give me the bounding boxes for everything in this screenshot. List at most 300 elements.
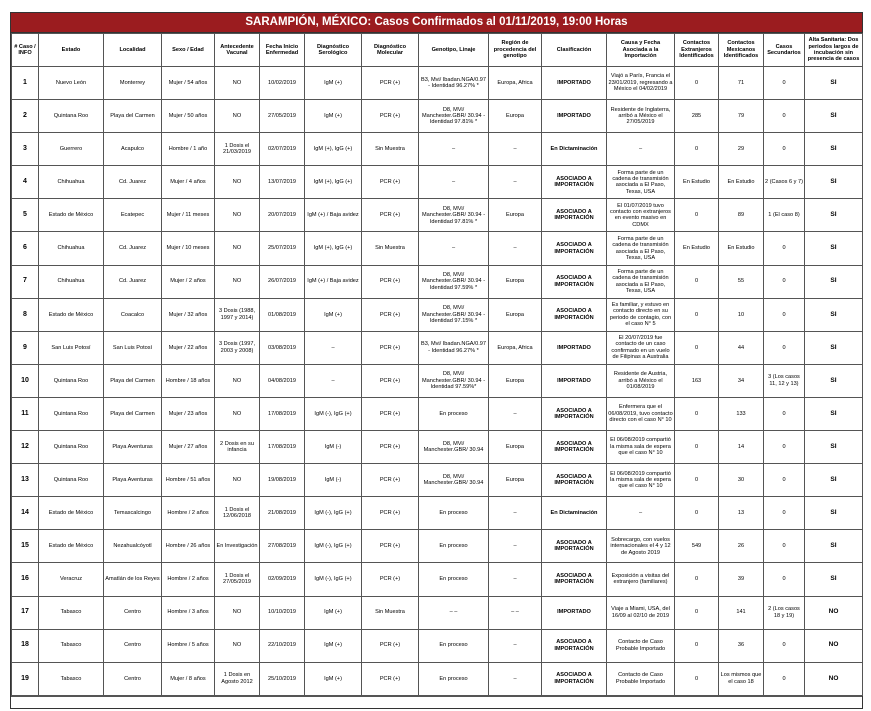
cell-genotype: – xyxy=(419,133,489,166)
cell-case-number: 1 xyxy=(12,67,39,100)
cell-genotype-region: Europa xyxy=(489,431,542,464)
cell-sanitary-release: NO xyxy=(805,629,863,662)
cell-molecular: PCR (+) xyxy=(362,199,419,232)
cell-genotype-region: Europa, Africa xyxy=(489,331,542,364)
cell-state: Quintana Roo xyxy=(39,431,104,464)
cell-classification: ASOCIADO A IMPORTACIÓN xyxy=(542,431,607,464)
cell-foreign-contacts: 0 xyxy=(675,199,719,232)
cell-locality: Playa del Carmen xyxy=(104,397,162,430)
cell-import-cause: Residente de Austria, arribó a México el 01/08/2019 xyxy=(607,364,675,397)
cell-import-cause: Contacto de Caso Probable Importado xyxy=(607,629,675,662)
cell-state: Estado de México xyxy=(39,530,104,563)
cell-onset-date: 27/05/2019 xyxy=(260,100,305,133)
table-row xyxy=(12,563,863,596)
cell-serology: IgM (+), IgG (+) xyxy=(305,133,362,166)
cell-sanitary-release: SI xyxy=(805,199,863,232)
cell-serology: IgM (+) xyxy=(305,100,362,133)
cell-molecular: PCR (+) xyxy=(362,331,419,364)
cell-state: Tabasco xyxy=(39,662,104,695)
cell-import-cause: El 06/08/2019 compartió la misma sala de espera que el caso N° 10 xyxy=(607,464,675,497)
cell-genotype-region: – xyxy=(489,662,542,695)
cell-sanitary-release: NO xyxy=(805,596,863,629)
cell-state: Estado de México xyxy=(39,298,104,331)
cell-secondary-cases: 0 xyxy=(764,232,805,265)
cell-sanitary-release: NO xyxy=(805,662,863,695)
table-row xyxy=(12,100,863,133)
cell-sex-age: Mujer / 2 años xyxy=(162,265,215,298)
cell-locality: Acapulco xyxy=(104,133,162,166)
cell-vaccination-history: 1 Dosis el 21/03/2019 xyxy=(215,133,260,166)
cell-foreign-contacts: 0 xyxy=(675,67,719,100)
cell-sanitary-release: SI xyxy=(805,530,863,563)
cell-locality: Playa Aventuras xyxy=(104,464,162,497)
cell-foreign-contacts: 0 xyxy=(675,133,719,166)
cell-vaccination-history: NO xyxy=(215,67,260,100)
cell-import-cause: Es familiar, y estuvo en contacto directo en su periodo de contagio, con el caso N° 5 xyxy=(607,298,675,331)
cell-vaccination-history: NO xyxy=(215,464,260,497)
cell-case-number: 4 xyxy=(12,166,39,199)
cell-vaccination-history: NO xyxy=(215,265,260,298)
cell-genotype: En proceso xyxy=(419,497,489,530)
cell-foreign-contacts: 0 xyxy=(675,563,719,596)
cell-sanitary-release: SI xyxy=(805,67,863,100)
cell-secondary-cases: 0 xyxy=(764,397,805,430)
cell-onset-date: 13/07/2019 xyxy=(260,166,305,199)
cell-state: Quintana Roo xyxy=(39,100,104,133)
cell-serology: IgM (+) / Baja avidez xyxy=(305,265,362,298)
cell-locality: Monterrey xyxy=(104,67,162,100)
cell-secondary-cases: 1 (El caso 8) xyxy=(764,199,805,232)
cell-sex-age: Mujer / 22 años xyxy=(162,331,215,364)
cell-genotype-region: – xyxy=(489,166,542,199)
table-row xyxy=(12,364,863,397)
cell-onset-date: 21/08/2019 xyxy=(260,497,305,530)
cell-serology: IgM (+) xyxy=(305,67,362,100)
cell-molecular: PCR (+) xyxy=(362,563,419,596)
cell-locality: Cd. Juarez xyxy=(104,166,162,199)
cell-vaccination-history: NO xyxy=(215,100,260,133)
cell-genotype: D8, MVi/ Manchester.GBR/ 30.94 - Identidad 97.81% * xyxy=(419,100,489,133)
cell-secondary-cases: 0 xyxy=(764,100,805,133)
cases-table xyxy=(11,33,863,696)
cell-vaccination-history: 1 Dosis el 27/05/2019 xyxy=(215,563,260,596)
cell-state: Estado de México xyxy=(39,497,104,530)
cell-locality: Coacalco xyxy=(104,298,162,331)
cell-foreign-contacts: 549 xyxy=(675,530,719,563)
cell-onset-date: 17/08/2019 xyxy=(260,397,305,430)
cell-onset-date: 02/07/2019 xyxy=(260,133,305,166)
cell-classification: IMPORTADO xyxy=(542,596,607,629)
cell-secondary-cases: 0 xyxy=(764,464,805,497)
cell-locality: Centro xyxy=(104,629,162,662)
cell-serology: IgM (+), IgG (+) xyxy=(305,232,362,265)
cell-locality: Playa Aventuras xyxy=(104,431,162,464)
cell-sanitary-release: SI xyxy=(805,232,863,265)
cell-locality: Ecatepec xyxy=(104,199,162,232)
cell-sanitary-release: SI xyxy=(805,563,863,596)
cell-onset-date: 17/08/2019 xyxy=(260,431,305,464)
cell-case-number: 12 xyxy=(12,431,39,464)
cell-sanitary-release: SI xyxy=(805,100,863,133)
cell-mexican-contacts: 141 xyxy=(719,596,764,629)
cell-mexican-contacts: 10 xyxy=(719,298,764,331)
cell-foreign-contacts: 0 xyxy=(675,431,719,464)
cell-genotype: En proceso xyxy=(419,629,489,662)
cell-case-number: 16 xyxy=(12,563,39,596)
cell-serology: IgM (+) xyxy=(305,629,362,662)
cell-state: Veracruz xyxy=(39,563,104,596)
cell-molecular: PCR (+) xyxy=(362,464,419,497)
cell-mexican-contacts: 71 xyxy=(719,67,764,100)
cell-foreign-contacts: 0 xyxy=(675,298,719,331)
cell-sex-age: Hombre / 2 años xyxy=(162,497,215,530)
table-header xyxy=(12,34,863,67)
cell-molecular: PCR (+) xyxy=(362,166,419,199)
cell-genotype-region: Europa xyxy=(489,199,542,232)
cell-classification: ASOCIADO A IMPORTACIÓN xyxy=(542,397,607,430)
cell-state: Tabasco xyxy=(39,596,104,629)
cell-molecular: PCR (+) xyxy=(362,662,419,695)
header-sanitary-release: Alta Sanitaria: Dos periodos largos de incubación sin presencia de casos xyxy=(805,34,863,67)
cell-foreign-contacts: 0 xyxy=(675,596,719,629)
cell-sex-age: Hombre / 26 años xyxy=(162,530,215,563)
cell-sanitary-release: SI xyxy=(805,166,863,199)
cell-molecular: Sin Muestra xyxy=(362,596,419,629)
cell-case-number: 18 xyxy=(12,629,39,662)
cell-foreign-contacts: 0 xyxy=(675,497,719,530)
cell-sanitary-release: SI xyxy=(805,431,863,464)
cell-classification: ASOCIADO A IMPORTACIÓN xyxy=(542,166,607,199)
cell-classification: IMPORTADO xyxy=(542,364,607,397)
cell-case-number: 5 xyxy=(12,199,39,232)
cell-secondary-cases: 0 xyxy=(764,431,805,464)
cell-sex-age: Mujer / 54 años xyxy=(162,67,215,100)
cell-classification: ASOCIADO A IMPORTACIÓN xyxy=(542,265,607,298)
cell-state: Quintana Roo xyxy=(39,397,104,430)
cell-vaccination-history: 1 Dosis en Agosto 2012 xyxy=(215,662,260,695)
cell-sanitary-release: SI xyxy=(805,298,863,331)
cell-molecular: PCR (+) xyxy=(362,67,419,100)
cell-case-number: 9 xyxy=(12,331,39,364)
cell-genotype: D8, MVi/ Manchester.GBR/ 30.94 - Identidad 97.59% * xyxy=(419,265,489,298)
cell-import-cause: Sobrecargo, con vuelos internacionales el 4 y 12 de Agosto 2019 xyxy=(607,530,675,563)
header-mexican-contacts: Contactos Mexicanos Identificados xyxy=(719,34,764,67)
table-row xyxy=(12,133,863,166)
cell-locality: Nezahualcóyotl xyxy=(104,530,162,563)
cell-genotype-region: – xyxy=(489,397,542,430)
cell-secondary-cases: 0 xyxy=(764,133,805,166)
cell-mexican-contacts: En Estudio xyxy=(719,166,764,199)
cell-mexican-contacts: Los mismos que el caso 18 xyxy=(719,662,764,695)
cell-locality: Centro xyxy=(104,596,162,629)
cell-genotype: En proceso xyxy=(419,530,489,563)
cell-secondary-cases: 2 (Los casos 18 y 19) xyxy=(764,596,805,629)
cell-import-cause: El 20/07/2019 fue contacto de un caso confirmado en un vuelo de Filipinas a Australia xyxy=(607,331,675,364)
cell-sanitary-release: SI xyxy=(805,464,863,497)
cell-vaccination-history: 3 Dosis (1997, 2003 y 2008) xyxy=(215,331,260,364)
cell-genotype-region: Europa xyxy=(489,364,542,397)
cell-mexican-contacts: 14 xyxy=(719,431,764,464)
cell-genotype-region: – xyxy=(489,629,542,662)
cell-locality: Playa del Carmen xyxy=(104,100,162,133)
cell-mexican-contacts: 29 xyxy=(719,133,764,166)
cell-sex-age: Mujer / 23 años xyxy=(162,397,215,430)
cell-mexican-contacts: 13 xyxy=(719,497,764,530)
table-body xyxy=(12,67,863,696)
cell-genotype: B3, Mvi/ Ibadan.NGA/0.97 - Identidad 96.27% * xyxy=(419,331,489,364)
cell-import-cause: Forma parte de un cadena de transmisión asociada a El Paso, Texas, USA xyxy=(607,232,675,265)
cell-secondary-cases: 2 (Casos 6 y 7) xyxy=(764,166,805,199)
cell-mexican-contacts: 26 xyxy=(719,530,764,563)
cell-secondary-cases: 0 xyxy=(764,265,805,298)
cell-secondary-cases: 0 xyxy=(764,629,805,662)
cell-sanitary-release: SI xyxy=(805,331,863,364)
cell-sanitary-release: SI xyxy=(805,497,863,530)
cell-locality: Amatlán de los Reyes xyxy=(104,563,162,596)
cell-genotype: – xyxy=(419,166,489,199)
table-row xyxy=(12,397,863,430)
cell-secondary-cases: 0 xyxy=(764,331,805,364)
cell-vaccination-history: NO xyxy=(215,596,260,629)
cell-sex-age: Hombre / 18 años xyxy=(162,364,215,397)
cell-vaccination-history: NO xyxy=(215,397,260,430)
cell-case-number: 11 xyxy=(12,397,39,430)
cell-serology: IgM (+) xyxy=(305,596,362,629)
cell-classification: En Dictaminación xyxy=(542,133,607,166)
cell-molecular: PCR (+) xyxy=(362,265,419,298)
cell-case-number: 14 xyxy=(12,497,39,530)
cell-molecular: PCR (+) xyxy=(362,629,419,662)
cell-genotype-region: – xyxy=(489,497,542,530)
cell-secondary-cases: 0 xyxy=(764,298,805,331)
cell-vaccination-history: NO xyxy=(215,199,260,232)
table-footer-row xyxy=(11,696,862,708)
header-genotype-region: Región de procedencia del genotipo xyxy=(489,34,542,67)
cell-import-cause: Enfermera que el 06/08/2019, tuvo contacto directo con el caso N° 10 xyxy=(607,397,675,430)
cell-sex-age: Hombre / 1 año xyxy=(162,133,215,166)
cell-genotype: – – xyxy=(419,596,489,629)
cell-sex-age: Hombre / 51 años xyxy=(162,464,215,497)
header-sex-age: Sexo / Edad xyxy=(162,34,215,67)
cell-foreign-contacts: 0 xyxy=(675,265,719,298)
cell-serology: – xyxy=(305,331,362,364)
cell-sex-age: Mujer / 50 años xyxy=(162,100,215,133)
cell-vaccination-history: NO xyxy=(215,364,260,397)
cell-vaccination-history: 2 Dosis en su infancia xyxy=(215,431,260,464)
cell-mexican-contacts: 133 xyxy=(719,397,764,430)
cell-state: Chihuahua xyxy=(39,232,104,265)
cell-genotype-region: Europa xyxy=(489,100,542,133)
cell-genotype-region: – – xyxy=(489,596,542,629)
cell-genotype-region: – xyxy=(489,232,542,265)
cell-import-cause: Forma parte de un cadena de transmisión asociada a El Paso, Texas, USA xyxy=(607,265,675,298)
header-serology: Diagnóstico Serológico xyxy=(305,34,362,67)
cell-molecular: PCR (+) xyxy=(362,100,419,133)
header-vaccination-history: Antecedente Vacunal xyxy=(215,34,260,67)
table-row xyxy=(12,596,863,629)
cell-vaccination-history: 3 Dosis (1988, 1997 y 2014) xyxy=(215,298,260,331)
cell-case-number: 8 xyxy=(12,298,39,331)
cell-serology: – xyxy=(305,364,362,397)
cell-secondary-cases: 0 xyxy=(764,530,805,563)
cell-serology: IgM (-), IgG (+) xyxy=(305,563,362,596)
cell-state: Estado de México xyxy=(39,199,104,232)
cell-foreign-contacts: 0 xyxy=(675,662,719,695)
cell-serology: IgM (-), IgG (+) xyxy=(305,530,362,563)
cell-locality: Centro xyxy=(104,662,162,695)
cell-mexican-contacts: 36 xyxy=(719,629,764,662)
table-row xyxy=(12,232,863,265)
cell-classification: ASOCIADO A IMPORTACIÓN xyxy=(542,199,607,232)
cell-genotype-region: Europa xyxy=(489,298,542,331)
table-row xyxy=(12,431,863,464)
cell-onset-date: 25/07/2019 xyxy=(260,232,305,265)
cell-molecular: Sin Muestra xyxy=(362,133,419,166)
cell-genotype-region: Europa, Africa xyxy=(489,67,542,100)
cell-locality: Cd. Juarez xyxy=(104,265,162,298)
cell-genotype: D8, MVi/ Manchester.GBR/ 30.94 - Identidad 97.15% * xyxy=(419,298,489,331)
table-row xyxy=(12,199,863,232)
cell-mexican-contacts: 44 xyxy=(719,331,764,364)
cell-sex-age: Mujer / 8 años xyxy=(162,662,215,695)
cell-state: Nuevo León xyxy=(39,67,104,100)
cell-molecular: PCR (+) xyxy=(362,530,419,563)
cell-mexican-contacts: 30 xyxy=(719,464,764,497)
cell-classification: ASOCIADO A IMPORTACIÓN xyxy=(542,530,607,563)
cell-mexican-contacts: 34 xyxy=(719,364,764,397)
cell-onset-date: 25/10/2019 xyxy=(260,662,305,695)
table-row xyxy=(12,67,863,100)
cell-serology: IgM (-), IgG (+) xyxy=(305,497,362,530)
table-row xyxy=(12,166,863,199)
cell-import-cause: Viaje a Miami, USA, del 16/09 al 02/10 de 2019 xyxy=(607,596,675,629)
cell-genotype-region: – xyxy=(489,133,542,166)
cell-sex-age: Hombre / 2 años xyxy=(162,563,215,596)
cell-vaccination-history: NO xyxy=(215,166,260,199)
cell-genotype: – xyxy=(419,232,489,265)
cell-classification: IMPORTADO xyxy=(542,67,607,100)
cell-genotype-region: Europa xyxy=(489,464,542,497)
header-locality: Localidad xyxy=(104,34,162,67)
cell-locality: Cd. Juarez xyxy=(104,232,162,265)
cell-classification: En Dictaminación xyxy=(542,497,607,530)
cell-state: Quintana Roo xyxy=(39,364,104,397)
cell-sex-age: Hombre / 5 años xyxy=(162,629,215,662)
header-molecular: Diagnóstico Molecular xyxy=(362,34,419,67)
cell-classification: ASOCIADO A IMPORTACIÓN xyxy=(542,464,607,497)
cell-import-cause: Contacto de Caso Probable Importado xyxy=(607,662,675,695)
cell-import-cause: El 01/07/2019 tuvo contacto con extranjeros en evento masivo en CDMX xyxy=(607,199,675,232)
table-row xyxy=(12,298,863,331)
cell-vaccination-history: 1 Dosis el 12/06/2018 xyxy=(215,497,260,530)
cell-state: Chihuahua xyxy=(39,166,104,199)
cell-genotype: En proceso xyxy=(419,397,489,430)
cell-genotype: D8, MVi/ Manchester.GBR/ 30.94 xyxy=(419,431,489,464)
cell-sanitary-release: SI xyxy=(805,364,863,397)
cell-molecular: PCR (+) xyxy=(362,364,419,397)
cell-case-number: 2 xyxy=(12,100,39,133)
cell-serology: IgM (+) xyxy=(305,298,362,331)
cell-state: San Luis Potosí xyxy=(39,331,104,364)
cell-locality: Temascalcingo xyxy=(104,497,162,530)
cell-case-number: 10 xyxy=(12,364,39,397)
header-genotype: Genotipo, Linaje xyxy=(419,34,489,67)
cell-case-number: 7 xyxy=(12,265,39,298)
cell-secondary-cases: 3 (Los casos 11, 12 y 13) xyxy=(764,364,805,397)
cell-case-number: 6 xyxy=(12,232,39,265)
cell-import-cause: El 06/08/2019 compartió la misma sala de espera que el caso N° 10 xyxy=(607,431,675,464)
cell-sanitary-release: SI xyxy=(805,397,863,430)
cell-state: Quintana Roo xyxy=(39,464,104,497)
cell-secondary-cases: 0 xyxy=(764,67,805,100)
cell-sex-age: Mujer / 10 meses xyxy=(162,232,215,265)
cell-classification: ASOCIADO A IMPORTACIÓN xyxy=(542,298,607,331)
cell-classification: ASOCIADO A IMPORTACIÓN xyxy=(542,232,607,265)
cell-onset-date: 10/02/2019 xyxy=(260,67,305,100)
cell-sanitary-release: SI xyxy=(805,133,863,166)
cell-foreign-contacts: 0 xyxy=(675,331,719,364)
table-row xyxy=(12,265,863,298)
cell-genotype: En proceso xyxy=(419,563,489,596)
header-onset-date: Fecha Inicio Enfermedad xyxy=(260,34,305,67)
cell-secondary-cases: 0 xyxy=(764,563,805,596)
cell-sex-age: Mujer / 27 años xyxy=(162,431,215,464)
cell-case-number: 13 xyxy=(12,464,39,497)
cell-state: Tabasco xyxy=(39,629,104,662)
cell-sex-age: Mujer / 11 meses xyxy=(162,199,215,232)
cell-onset-date: 01/08/2019 xyxy=(260,298,305,331)
cell-foreign-contacts: En Estudio xyxy=(675,166,719,199)
cell-foreign-contacts: En Estudio xyxy=(675,232,719,265)
header-classification: Clasificación xyxy=(542,34,607,67)
cell-molecular: PCR (+) xyxy=(362,431,419,464)
cell-molecular: PCR (+) xyxy=(362,397,419,430)
table-row xyxy=(12,530,863,563)
cell-classification: ASOCIADO A IMPORTACIÓN xyxy=(542,629,607,662)
cell-molecular: PCR (+) xyxy=(362,497,419,530)
cell-classification: ASOCIADO A IMPORTACIÓN xyxy=(542,662,607,695)
cell-mexican-contacts: 89 xyxy=(719,199,764,232)
cell-sex-age: Mujer / 32 años xyxy=(162,298,215,331)
cell-onset-date: 02/09/2019 xyxy=(260,563,305,596)
cell-onset-date: 27/08/2019 xyxy=(260,530,305,563)
table-row xyxy=(12,662,863,695)
cell-onset-date: 03/08/2019 xyxy=(260,331,305,364)
cell-vaccination-history: NO xyxy=(215,232,260,265)
cell-genotype-region: Europa xyxy=(489,265,542,298)
cell-onset-date: 19/08/2019 xyxy=(260,464,305,497)
cell-genotype: B3, Mvi/ Ibadan.NGA/0.97 - Identidad 96.27% * xyxy=(419,67,489,100)
cell-onset-date: 22/10/2019 xyxy=(260,629,305,662)
header-case-number: # Caso / INFO xyxy=(12,34,39,67)
table-row xyxy=(12,497,863,530)
cell-sex-age: Hombre / 3 años xyxy=(162,596,215,629)
cell-import-cause: Exposición a visitas del extranjero (familiares) xyxy=(607,563,675,596)
cell-vaccination-history: NO xyxy=(215,629,260,662)
header-row xyxy=(12,34,863,67)
cell-locality: Playa del Carmen xyxy=(104,364,162,397)
cell-onset-date: 10/10/2019 xyxy=(260,596,305,629)
cell-serology: IgM (-) xyxy=(305,464,362,497)
cell-mexican-contacts: 79 xyxy=(719,100,764,133)
cell-secondary-cases: 0 xyxy=(764,662,805,695)
cell-foreign-contacts: 163 xyxy=(675,364,719,397)
cell-genotype: D8, MVi/ Manchester.GBR/ 30.94 - Identidad 97.59%* xyxy=(419,364,489,397)
cell-secondary-cases: 0 xyxy=(764,497,805,530)
cell-onset-date: 20/07/2019 xyxy=(260,199,305,232)
cell-genotype-region: – xyxy=(489,563,542,596)
cell-serology: IgM (-), IgG (+) xyxy=(305,397,362,430)
